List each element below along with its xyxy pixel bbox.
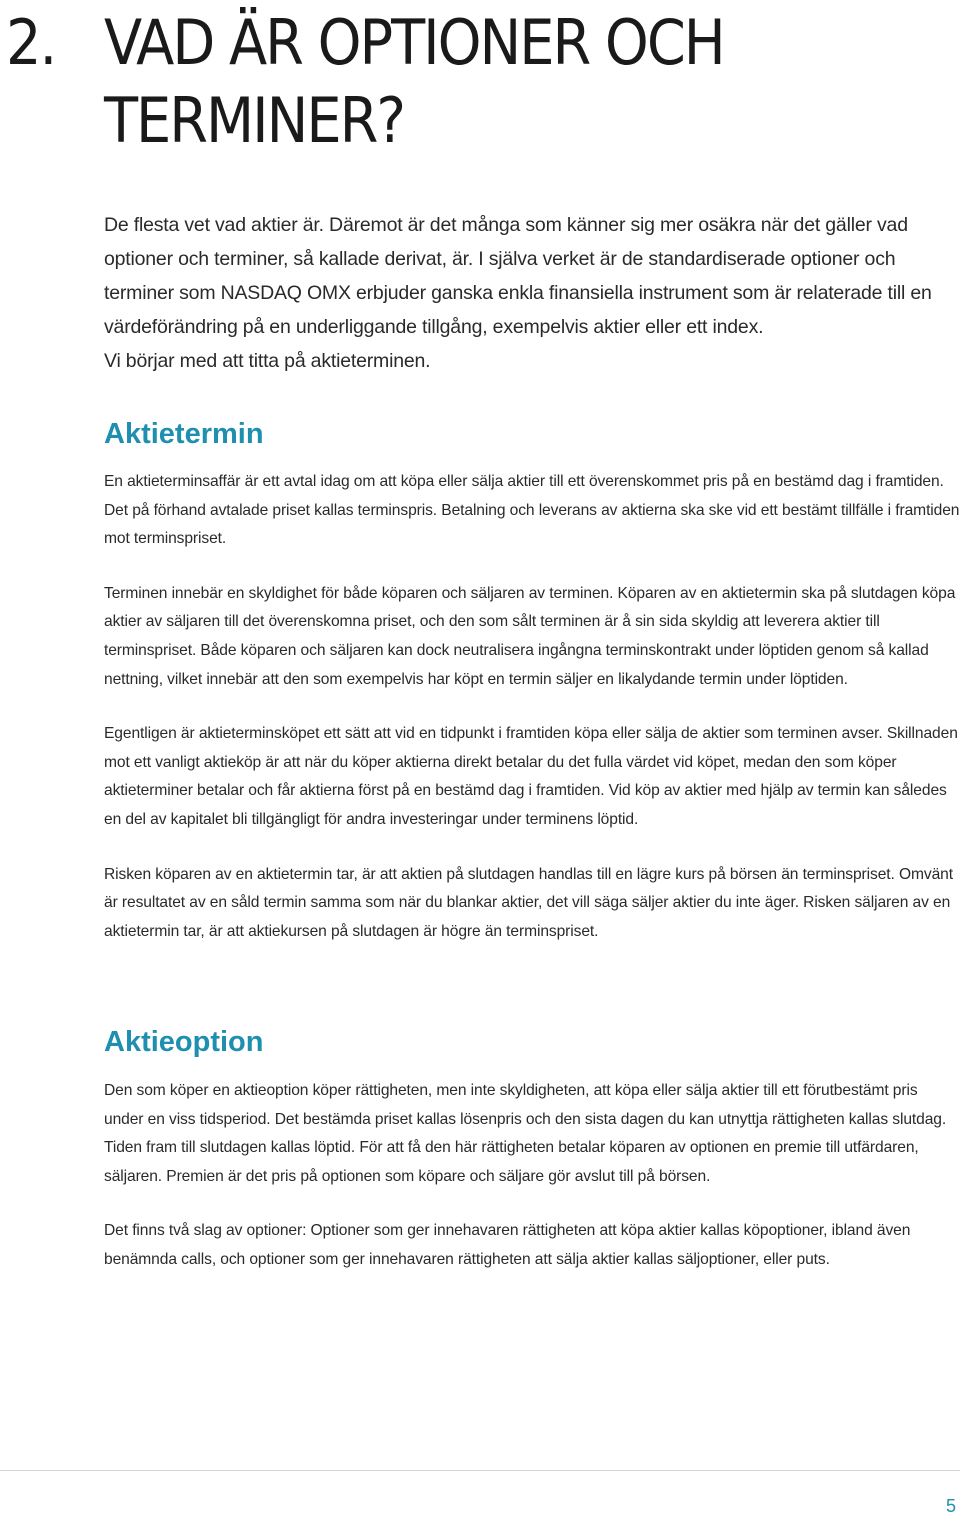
section-body-aktietermin <box>104 468 960 972</box>
section-body-aktieoption <box>104 1077 960 1301</box>
intro-paragraph: De flesta vet vad aktier är. Däremot är det många som känner sig mer osäkra när det gäller vad optioner och terminer, så kallade derivat, är. I själva verket är de standardiserade optioner och terminer som NASDAQ OMX erbjuder ganska enkla finansiella instrument som är relaterade till en värdeförändring på en underliggande tillgång, exempelvis aktier eller ett index. <box>104 214 932 338</box>
intro <box>104 208 960 378</box>
intro-lead: Vi börjar med att titta på aktieterminen. <box>104 350 431 372</box>
paragraph: Den som köper en aktieoption köper rättigheten, men inte skyldigheten, att köpa eller sälja aktier till ett förutbestämt pris under en viss tidsperiod. Det bestämda priset kallas lösenpris och den sista dagen du kan utnyttja rättigheten kallas slutdag. Tiden fram till slutdagen kallas löptid. För att få den här rättigheten betalar köparen av optionen en premie till utfärdaren, säljaren. Premien är det pris på optionen som köpare och säljare gör avslut till på börsen. <box>104 1082 947 1185</box>
paragraph: Det finns två slag av optioner: Optioner som ger innehavaren rättigheten att köpa aktier kallas köpoptioner, ibland även benämnda calls, och optioner som ger innehavaren rättigheten att sälja aktier kallas säljoptioner, eller puts. <box>104 1222 911 1268</box>
paragraph: Risken köparen av en aktietermin tar, är att aktien på slutdagen handlas till en lägre kurs på börsen än terminspriset. Omvänt är resultatet av en såld termin samma som när du blankar aktier, det vill säga säljer aktier du inte äger. Risken säljaren av en aktietermin tar, är att aktiekursen på slutdagen är högre än terminspriset. <box>104 865 953 940</box>
chapter-title <box>6 4 824 160</box>
section-heading-aktietermin: Aktietermin <box>104 418 264 450</box>
page-number: 5 <box>945 1496 956 1516</box>
section-heading-aktieoption: Aktieoption <box>104 1026 264 1058</box>
paragraph: En aktieterminsaffär är ett avtal idag om att köpa eller sälja aktier till ett överenskommet pris på en bestämd dag i framtiden. Det på förhand avtalade priset kallas terminspris. Betalning och leverans av aktierna ska ske vid ett bestämt tillfälle i framtiden mot terminspriset. <box>104 473 960 548</box>
chapter-number: 2. <box>6 6 56 79</box>
footer-divider <box>0 1470 960 1471</box>
paragraph: Terminen innebär en skyldighet för både köparen och säljaren av terminen. Köparen av en aktietermin ska på slutdagen köpa aktier av säljaren till det överenskomna priset, och den som sålt terminen är å sin sida skyldig att leverera aktier till terminspriset. Både köparen och säljaren kan dock neutralisera ingångna terminskontrakt under löptiden genom så kallad nettning, vilket innebär att den som exempelvis har köpt en termin säljer en likalydande termin under löptiden. <box>104 584 956 688</box>
chapter-title-text: VAD ÄR OPTIONER OCH TERMINER? <box>104 6 724 157</box>
paragraph: Egentligen är aktieterminsköpet ett sätt att vid en tidpunkt i framtiden köpa eller sälja de aktier som terminen avser. Skillnaden mot ett vanligt aktieköp är att när du köper aktierna direkt betalar du det fulla värdet vid köpet, medan den som köper aktieterminer betalar och får aktierna först på en bestämd dag i framtiden. Vid köp av aktier med hjälp av termin kan således en del av kapitalet bli tillgängligt för andra investeringar under terminens löptid. <box>104 725 958 828</box>
